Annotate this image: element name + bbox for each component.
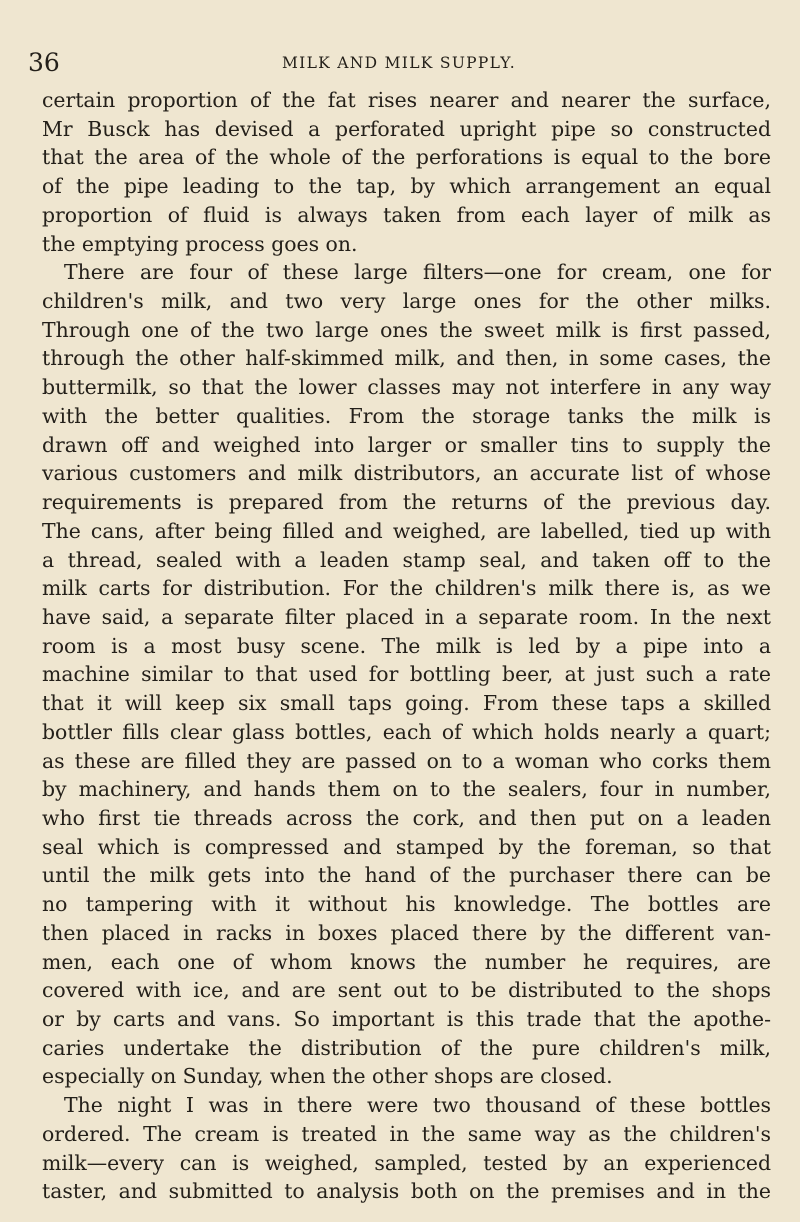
- text-line: through the other half-skimmed milk, and then, in some cases, the: [42, 346, 771, 371]
- text-line: taster, and submitted to analysis both on the premises and in the: [42, 1179, 771, 1204]
- text-line: have said, a separate filter placed in a separate room. In the next: [42, 604, 771, 629]
- running-title: MILK AND MILK SUPPLY.: [282, 54, 516, 72]
- text-line: then placed in racks in boxes placed there by the different van-: [42, 920, 771, 945]
- text-line: milk—every can is weighed, sampled, tested by an experienced: [42, 1150, 771, 1175]
- text-line: bottler fills clear glass bottles, each of which holds nearly a quart;: [42, 719, 771, 744]
- text-line: buttermilk, so that the lower classes may not interfere in any way: [42, 375, 771, 400]
- text-line: as these are filled they are passed on to a woman who corks them: [42, 748, 771, 773]
- text-line: who first tie threads across the cork, and then put on a leaden: [42, 805, 771, 830]
- text-line: proportion of fluid is always taken from each layer of milk as: [42, 202, 771, 227]
- text-line: especially on Sunday, when the other shops are closed.: [42, 1064, 613, 1089]
- text-line: or by carts and vans. So important is this trade that the apothe-: [42, 1007, 771, 1031]
- text-line: requirements is prepared from the returns of the previous day.: [42, 490, 771, 515]
- text-line: various customers and milk distributors, an accurate list of whose: [42, 461, 771, 486]
- text-line: men, each one of whom knows the number he requires, are: [42, 949, 771, 974]
- text-line: until the milk gets into the hand of the purchaser there can be: [42, 863, 771, 888]
- text-line: milk carts for distribution. For the children's milk there is, as we: [42, 576, 771, 601]
- text-line: certain proportion of the fat rises nearer and nearer the surface,: [42, 88, 771, 112]
- text-line: no tampering with it without his knowledge. The bottles are: [42, 892, 771, 917]
- text-line: The night I was in there were two thousand of these bottles: [64, 1093, 771, 1118]
- text-line: by machinery, and hands them on to the sealers, four in number,: [42, 777, 771, 802]
- body-text: [42, 86, 771, 1206]
- text-line: drawn off and weighed into larger or smaller tins to supply the: [42, 432, 771, 457]
- text-line: with the better qualities. From the storage tanks the milk is: [42, 403, 771, 428]
- text-line: The cans, after being filled and weighed, are labelled, tied up with: [42, 518, 771, 543]
- page-number: 36: [28, 48, 60, 77]
- text-line: children's milk, and two very large ones for the other milks.: [42, 289, 771, 314]
- running-head: [28, 48, 770, 78]
- text-line: Mr Busck has devised a perforated upright pipe so constructed: [42, 116, 771, 141]
- text-line: caries undertake the distribution of the pure children's milk,: [42, 1035, 771, 1060]
- text-line: of the pipe leading to the tap, by which arrangement an equal: [42, 174, 771, 199]
- text-line: covered with ice, and are sent out to be distributed to the shops: [42, 978, 771, 1003]
- text-line: that the area of the whole of the perforations is equal to the bore: [42, 145, 771, 170]
- text-line: Through one of the two large ones the sweet milk is first passed,: [42, 317, 771, 342]
- text-line: a thread, sealed with a leaden stamp seal, and taken off to the: [42, 547, 771, 572]
- text-line: that it will keep six small taps going. From these taps a skilled: [42, 691, 771, 716]
- text-line: There are four of these large filters—one for cream, one for: [64, 260, 771, 285]
- text-line: ordered. The cream is treated in the same way as the children's: [42, 1121, 771, 1146]
- text-line: seal which is compressed and stamped by the foreman, so that: [42, 834, 771, 859]
- text-line: the emptying process goes on.: [42, 231, 358, 256]
- text-line: room is a most busy scene. The milk is led by a pipe into a: [42, 633, 771, 658]
- text-line: machine similar to that used for bottling beer, at just such a rate: [42, 662, 771, 687]
